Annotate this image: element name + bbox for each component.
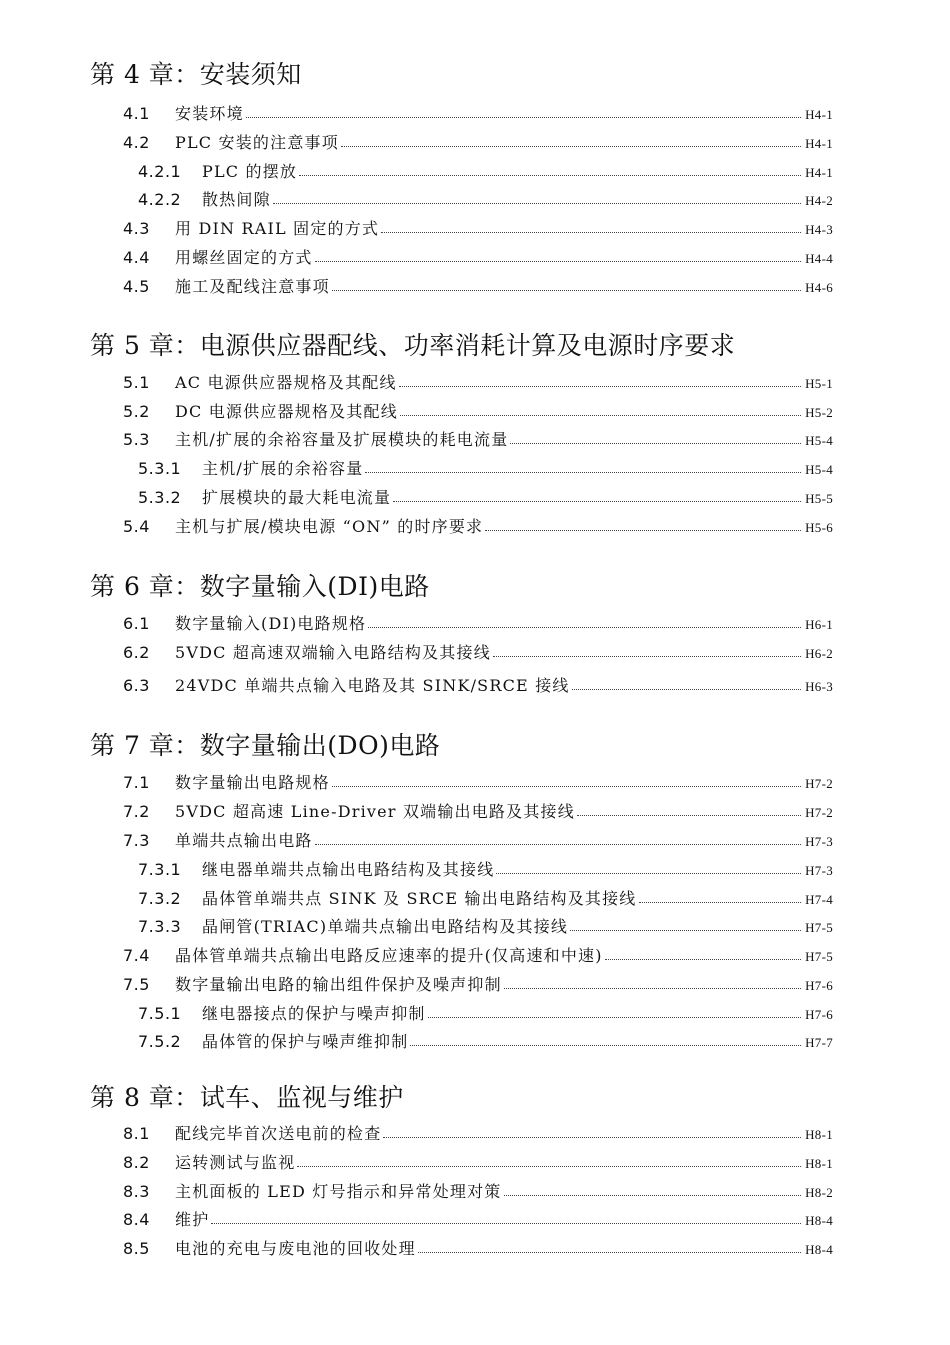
entry-title: PLC 安装的注意事项 <box>175 133 339 152</box>
entry-page: H4-1 <box>805 165 833 180</box>
toc-entry[interactable] <box>123 676 833 696</box>
entry-number: 4.2.1 <box>138 162 182 181</box>
entry-title: 晶体管的保护与噪声维抑制 <box>202 1032 409 1051</box>
toc-entry[interactable] <box>123 1210 833 1230</box>
entry-page: H6-1 <box>805 617 833 632</box>
toc-entry[interactable] <box>123 277 833 297</box>
entry-page: H5-6 <box>805 520 833 535</box>
toc-entry[interactable] <box>123 975 833 995</box>
dot-leader <box>639 888 802 903</box>
dot-leader <box>572 675 801 690</box>
chapter-title: 第 5 章：电源供应器配线、功率消耗计算及电源时序要求 <box>90 331 736 360</box>
entry-page: H7-3 <box>805 834 833 849</box>
toc-subentry[interactable] <box>138 889 833 909</box>
entry-number: 7.2 <box>123 802 150 821</box>
toc-entry[interactable] <box>123 248 833 268</box>
chapter-title: 第 7 章：数字量输出(DO)电路 <box>90 731 441 760</box>
dot-leader <box>299 161 801 176</box>
entry-title: DC 电源供应器规格及其配线 <box>175 402 398 421</box>
entry-number: 7.3 <box>123 831 150 850</box>
entry-page: H7-5 <box>805 949 833 964</box>
entry-page: H8-1 <box>805 1156 833 1171</box>
toc-entry[interactable] <box>123 643 833 663</box>
entry-page: H8-4 <box>805 1213 833 1228</box>
toc-entry[interactable] <box>123 104 833 124</box>
toc-subentry[interactable] <box>138 190 833 210</box>
dot-leader <box>368 613 801 628</box>
entry-title: 施工及配线注意事项 <box>175 277 330 296</box>
chapter-title: 第 6 章：数字量输入(DI)电路 <box>90 572 430 601</box>
chapter-title: 第 8 章：试车、监视与维护 <box>90 1083 404 1112</box>
toc-entry[interactable] <box>123 373 833 393</box>
entry-page: H8-4 <box>805 1242 833 1257</box>
dot-leader <box>510 429 801 444</box>
dot-leader <box>485 516 801 531</box>
entry-number: 4.5 <box>123 277 150 296</box>
entry-page: H7-2 <box>805 805 833 820</box>
entry-title: 晶体管单端共点输出电路反应速率的提升(仅高速和中速) <box>175 946 603 965</box>
entry-page: H4-1 <box>805 107 833 122</box>
entry-page: H5-2 <box>805 405 833 420</box>
dot-leader <box>570 916 801 931</box>
entry-title: 配线完毕首次送电前的检查 <box>175 1124 382 1143</box>
dot-leader <box>428 1003 801 1018</box>
dot-leader <box>400 401 801 416</box>
toc-entry[interactable] <box>123 1153 833 1173</box>
dot-leader <box>504 974 801 989</box>
entry-title: 24VDC 单端共点输入电路及其 SINK/SRCE 接线 <box>175 676 570 695</box>
entry-page: H7-7 <box>805 1035 833 1050</box>
entry-number: 4.2.2 <box>138 190 182 209</box>
entry-title: 主机面板的 LED 灯号指示和异常处理对策 <box>175 1182 502 1201</box>
entry-number: 8.3 <box>123 1182 150 1201</box>
entry-title: 5VDC 超高速 Line-Driver 双端输出电路及其接线 <box>175 802 575 821</box>
entry-number: 5.2 <box>123 402 150 421</box>
entry-title: 晶闸管(TRIAC)单端共点输出电路结构及其接线 <box>202 917 569 936</box>
entry-number: 7.3.2 <box>138 889 182 908</box>
toc-entry[interactable] <box>123 133 833 153</box>
entry-title: 用 DIN RAIL 固定的方式 <box>175 219 380 238</box>
entry-number: 5.1 <box>123 373 150 392</box>
toc-subentry[interactable] <box>138 1032 833 1052</box>
entry-title: 扩展模块的最大耗电流量 <box>202 488 392 507</box>
entry-number: 4.3 <box>123 219 150 238</box>
toc-entry[interactable] <box>123 1239 833 1259</box>
dot-leader <box>211 1209 801 1224</box>
dot-leader <box>504 1181 802 1196</box>
entry-page: H8-1 <box>805 1127 833 1142</box>
toc-entry[interactable] <box>123 219 833 239</box>
entry-number: 7.5.2 <box>138 1032 182 1051</box>
entry-number: 4.1 <box>123 104 150 123</box>
chapter-title: 第 4 章：安装须知 <box>90 60 302 89</box>
entry-number: 7.5.1 <box>138 1004 182 1023</box>
entry-page: H8-2 <box>805 1185 833 1200</box>
toc-subentry[interactable] <box>138 860 833 880</box>
dot-leader <box>381 218 801 233</box>
entry-title: 用螺丝固定的方式 <box>175 248 313 267</box>
entry-number: 5.3.2 <box>138 488 182 507</box>
entry-title: 5VDC 超高速双端输入电路结构及其接线 <box>175 643 491 662</box>
entry-page: H4-3 <box>805 222 833 237</box>
toc-entry[interactable] <box>123 614 833 634</box>
entry-title: 单端共点输出电路 <box>175 831 313 850</box>
entry-page: H7-6 <box>805 978 833 993</box>
dot-leader <box>246 103 801 118</box>
entry-title: 继电器单端共点输出电路结构及其接线 <box>202 860 495 879</box>
entry-title: 晶体管单端共点 SINK 及 SRCE 输出电路结构及其接线 <box>202 889 637 908</box>
dot-leader <box>332 772 801 787</box>
entry-number: 5.4 <box>123 517 150 536</box>
toc-subentry[interactable] <box>138 1004 833 1024</box>
entry-page: H6-2 <box>805 646 833 661</box>
entry-page: H7-3 <box>805 863 833 878</box>
dot-leader <box>332 276 801 291</box>
entry-title: 散热间隙 <box>202 190 271 209</box>
entry-number: 7.1 <box>123 773 150 792</box>
entry-title: 数字量输出电路的输出组件保护及噪声抑制 <box>175 975 502 994</box>
entry-number: 5.3 <box>123 430 150 449</box>
entry-page: H7-2 <box>805 776 833 791</box>
entry-title: 数字量输出电路规格 <box>175 773 330 792</box>
entry-number: 7.5 <box>123 975 150 994</box>
entry-title: 运转测试与监视 <box>175 1153 296 1172</box>
entry-number: 8.2 <box>123 1153 150 1172</box>
dot-leader <box>605 945 801 960</box>
toc-entry[interactable] <box>123 802 833 822</box>
toc-entry[interactable] <box>123 831 833 851</box>
entry-page: H5-4 <box>805 462 833 477</box>
dot-leader <box>273 189 801 204</box>
dot-leader <box>365 458 801 473</box>
entry-page: H7-6 <box>805 1007 833 1022</box>
dot-leader <box>315 247 801 262</box>
entry-title: AC 电源供应器规格及其配线 <box>175 373 397 392</box>
entry-page: H7-4 <box>805 892 833 907</box>
toc-subentry[interactable] <box>138 488 833 508</box>
entry-number: 4.2 <box>123 133 150 152</box>
entry-number: 6.3 <box>123 676 150 695</box>
entry-number: 8.5 <box>123 1239 150 1258</box>
entry-number: 6.2 <box>123 643 150 662</box>
entry-page: H4-1 <box>805 136 833 151</box>
entry-title: 安装环境 <box>175 104 244 123</box>
entry-title: 数字量输入(DI)电路规格 <box>175 614 367 633</box>
toc-subentry[interactable] <box>138 162 833 182</box>
entry-number: 8.1 <box>123 1124 150 1143</box>
toc-entry[interactable] <box>123 1182 833 1202</box>
dot-leader <box>410 1031 801 1046</box>
entry-number: 7.3.1 <box>138 860 182 879</box>
entry-number: 7.4 <box>123 946 150 965</box>
entry-page: H5-5 <box>805 491 833 506</box>
entry-page: H4-2 <box>805 193 833 208</box>
entry-number: 4.4 <box>123 248 150 267</box>
entry-page: H4-6 <box>805 280 833 295</box>
entry-title: 电池的充电与废电池的回收处理 <box>175 1239 416 1258</box>
toc-subentry[interactable] <box>138 917 833 937</box>
dot-leader <box>577 801 801 816</box>
dot-leader <box>393 487 801 502</box>
toc-entry[interactable] <box>123 946 833 966</box>
toc-entry[interactable] <box>123 402 833 422</box>
toc-subentry[interactable] <box>138 459 833 479</box>
dot-leader <box>383 1123 801 1138</box>
entry-title: 主机与扩展/模块电源 “ON” 的时序要求 <box>175 517 484 536</box>
entry-title: PLC 的摆放 <box>202 162 298 181</box>
toc-entry[interactable] <box>123 1124 833 1144</box>
dot-leader <box>341 132 801 147</box>
dot-leader <box>496 859 801 874</box>
toc-entry[interactable] <box>123 430 833 450</box>
toc-entry[interactable] <box>123 517 833 537</box>
dot-leader <box>399 372 801 387</box>
entry-page: H5-1 <box>805 376 833 391</box>
dot-leader <box>297 1152 801 1167</box>
entry-title: 维护 <box>175 1210 210 1229</box>
toc-entry[interactable] <box>123 773 833 793</box>
entry-number: 7.3.3 <box>138 917 182 936</box>
entry-page: H5-4 <box>805 433 833 448</box>
entry-page: H6-3 <box>805 679 833 694</box>
dot-leader <box>315 830 801 845</box>
entry-title: 主机/扩展的余裕容量及扩展模块的耗电流量 <box>175 430 509 449</box>
entry-title: 继电器接点的保护与噪声抑制 <box>202 1004 426 1023</box>
dot-leader <box>418 1238 801 1253</box>
entry-page: H4-4 <box>805 251 833 266</box>
dot-leader <box>493 642 801 657</box>
entry-number: 8.4 <box>123 1210 150 1229</box>
entry-page: H7-5 <box>805 920 833 935</box>
entry-title: 主机/扩展的余裕容量 <box>202 459 364 478</box>
entry-number: 5.3.1 <box>138 459 182 478</box>
entry-number: 6.1 <box>123 614 150 633</box>
